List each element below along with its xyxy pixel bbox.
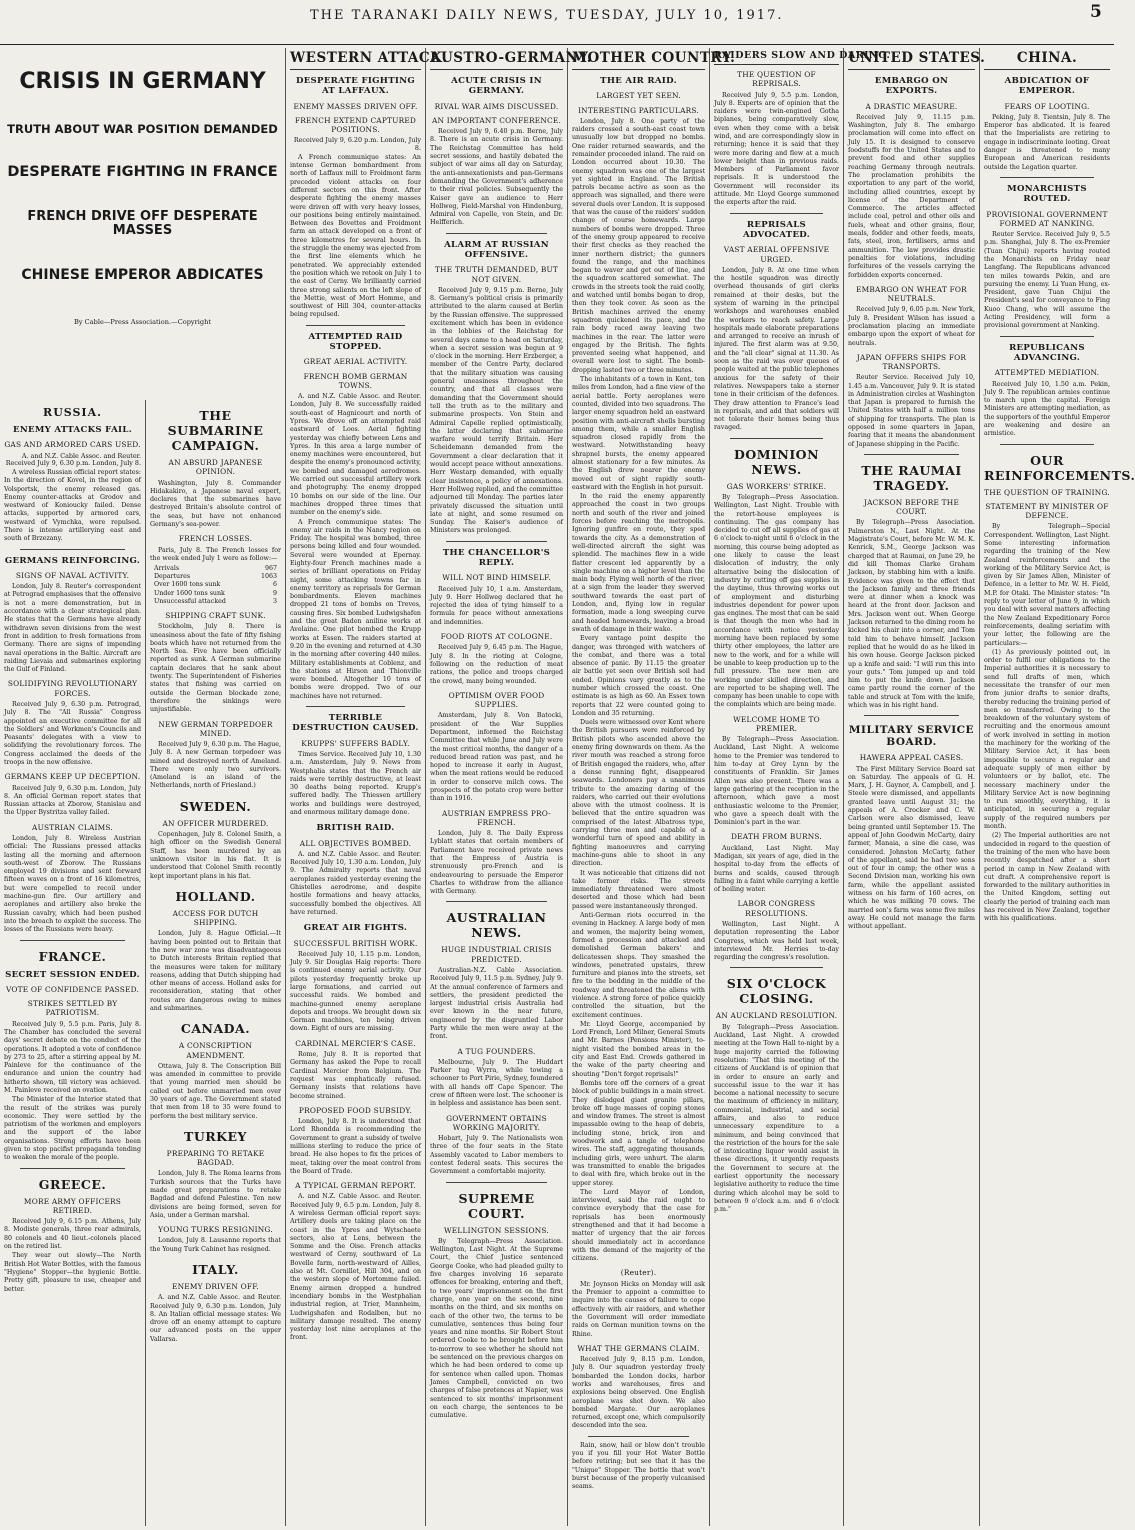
subheadline: THE QUESTION OF REPRISALS. <box>737 70 816 89</box>
headline: REPRISALS ADVOCATED. <box>742 219 811 240</box>
losses-table <box>154 565 277 606</box>
divider <box>864 715 959 716</box>
subheadline: AN OFFICER MURDERED. <box>162 818 269 828</box>
column-header: AUSTRO-GERMANY. <box>430 48 563 70</box>
dateline: A. and N.Z. Cable Assoc. and Reuter. Received July 9, 6.30 p.m. London, July 8. <box>5 451 141 468</box>
table-row <box>154 565 277 573</box>
table-row <box>154 590 277 598</box>
subheadline: SUCCESSFUL BRITISH WORK. <box>293 938 418 948</box>
subheadline: WELLINGTON SESSIONS. <box>444 1225 549 1235</box>
column-2 <box>146 400 286 1526</box>
subheadline: AN AUCKLAND RESOLUTION. <box>715 1011 838 1021</box>
section-submarine: THE SUBMARINE CAMPAIGN. <box>167 408 264 453</box>
column-1 <box>0 400 146 1526</box>
table-cell: 967 <box>265 565 278 573</box>
subheadline: FOOD RIOTS AT COLOGNE. <box>440 632 553 642</box>
article-text: Peking, July 8. Tientsin, July 8. The Emperor has abdicated. It is feared that the Imperialists are retiring to engage in indiscriminate looting. Great danger is threatened to many European and American residents outside the Legation quarter. <box>984 113 1110 171</box>
table-cell: 9 <box>273 589 278 597</box>
column-header: UNITED STATES. <box>848 48 975 70</box>
divider <box>864 454 959 455</box>
advertisement-text: Rain, snow, hail or blow don't trouble you if you fill your Hot Water Bottle before retiring; but see that it has the "Unique" Stopper. The bottle that won't burst because of the properly vulcanised seams. <box>572 1441 705 1491</box>
section-turkey: TURKEY <box>184 1128 247 1144</box>
headline: DESPERATE FIGHTING AT LAFFAUX. <box>295 76 416 97</box>
article-text: Hobart, July 9. The Nationalists won three of the four seats in the State Assembly vacated to Labor members to contest federal seats. This secures the Government a comfortable majority. <box>430 1135 563 1176</box>
subheadline: VAST AERIAL OFFENSIVE URGED. <box>723 245 830 264</box>
subheadline: PREPARING TO RETAKE BAGDAD. <box>166 1148 265 1168</box>
subheadline: FRENCH BOMB GERMAN TOWNS. <box>303 371 408 390</box>
section-six-oclock-closing: SIX O'CLOCK CLOSING. <box>726 976 827 1007</box>
main-banner: CRISIS IN GERMANY <box>19 69 266 94</box>
subheadline: HUGE INDUSTRIAL CRISIS PREDICTED. <box>441 945 552 964</box>
article-text: Received July 9, 8.15 p.m. London, July 8. Our squadron yesterday freely bombarded the London docks, harbor works and warehouses, fires and explosions being observed. One English aeroplane was shot down. We also bombed Margate. Our aeroplanes returned, except one, which compulsorily descended into the sea. <box>572 1356 705 1430</box>
article-text: Ottawa, July 8. The Conscription Bill was amended in committee to provide that young married men should be called out before unmarried men over 30 years of age. The Government stated that men from 18 to 35 were found to perform the best military service. <box>150 1062 281 1120</box>
section-italy: ITALY. <box>192 1261 239 1277</box>
article-text: Received July 9, 6.30 p.m. Petrograd, July 8. The "All Russia" Congress appointed an executive committee for all the Soldiers' and Workmen's Councils and Peasants' delegates with a view to solidifying the revolutionary forces. The Congress acclaimed the deeds of the troops in the new offensive. <box>4 700 141 767</box>
column-header: RAIDERS SLOW AND DARING. <box>714 48 839 65</box>
subheadline: WELCOME HOME TO PREMIER. <box>733 714 820 733</box>
article-text: Anti-German riots occurred in the evening in Hackney. A large body of men and women, the majority being women, formed a procession and attacked and demolished German bakers' and delicatessen shops. They smashed the windows, penetrated upstairs, threw furniture and pianos into the streets, set fire to the bedding in the middle of the roadway and threatened the aliens with violence. A strong force of police quickly controlled the situation, but the excitement continues. <box>572 912 705 1019</box>
divider <box>20 940 125 941</box>
article-text: Duels were witnessed over Kent where the British pursuers were reinforced by British pilots who ascended above the enemy firing downwards on them. As the river mouth was reached a strong force of British engaged the raiders, who, after a dense running fight, disappeared seawards. Londoners pay a unanimous tribute to the amazing daring of the raiders, who carried out their evolutions above with the utmost coolness. It is believed that the entire squadron was comprised of the latest Albatross type, carrying three men and capable of a wonderful turn of speed and ability in fighting manoeuvres and carrying machine-guns able to shoot in any direction. <box>572 719 705 868</box>
article-text: By Telegraph—Press Association. Wellington, Last Night. At the Supreme Court, the Chief Justice sentenced George Cooke, who had pleaded guilty to five charges involving 16 separate offences for breaking, entering and theft, to two years' imprisonment on the first charge, one year on the second, nine months on the third, and six months on each of the other two, the terms to be cumulative, sentences thus being four years and nine months. Sir Robert Stout ordered Cooke to be brought before him to-morrow to see whether he should not be sentenced on the previous charges on which he had been ordered to come up for sentence when called upon. Thomas James Campbell, convicted on two charges of false pretences at Napier, was sentenced to six months' imprisonment on each charge, the sentences to be cumulative. <box>430 1237 563 1420</box>
subheadline: AUSTRIAN EMPRESS PRO-FRENCH. <box>441 808 551 827</box>
article-text: Stockholm, July 8. There is uneasiness about the fate of fifty fishing boats which have not returned from the North Sea. Five have been officially reported as sunk. A German submarine captain declares that he sank about twenty. The Superintendent of Fisheries states that fishing was carried on outside the German blockade zone, therefore the sinkings were unjustifiable. <box>150 623 281 714</box>
article-text: Copenhagen, July 8. Colonel Smith, a high officer on the Swedish General Staff, has been murdered by an unknown visitor in his flat. It is understood that Colonel Smith recently kept important plans in his flat. <box>150 831 281 880</box>
column-header: MOTHER COUNTRY. <box>572 48 705 70</box>
section-australian-news: AUSTRALIAN NEWS. <box>446 910 547 941</box>
divider <box>20 1168 125 1169</box>
subheadline: PROPOSED FOOD SUBSIDY. <box>298 1105 413 1115</box>
column-7 <box>844 48 986 1526</box>
divider <box>446 541 547 542</box>
subheadline: ALL OBJECTIVES BOMBED. <box>299 838 412 848</box>
subheadline: DEATH FROM BURNS. <box>731 832 822 842</box>
table-cell: Departures <box>153 573 191 581</box>
subheadline: THE QUESTION OF TRAINING. <box>984 487 1110 497</box>
subheadline: GERMANS KEEP UP DECEPTION. <box>4 772 141 782</box>
divider <box>1000 336 1094 337</box>
article-text: London, July 8. It is understood that Lord Rhondda is recommending the Government to grant a subsidy of twelve millions sterling to reduce the price of bread. He also hopes to fix the prices of meat, taking over the meat control from the Board of Trade. <box>290 1118 421 1175</box>
section-supreme-court: SUPREME COURT. <box>458 1190 535 1221</box>
article-text: London, July 8. Wireless Austrian official: The Russians pressed attacks lasting all the morning and afternoon south-west of Zborow. The Russians employed 19 divisions and sent forward fifteen waves on a front of 16 kilometres, but were compelled to recoil under machine-gun fire. Our artillery and aeroplanes and artillery also broke the Russian cavalry, which had been pushed into the breach to exploit the success. The losses of the Russians were heavy. <box>4 835 141 934</box>
article-text: By Telegraph—Press Association. Wellington, Last Night. Trouble with the retort-house employees is continuing. The gas company has decided to cut off all supplies of gas at 6 o'clock to-night until 6 o'clock in the morning, this course being adopted as one likely to cause the least dislocation of industry, the only alternative being the dislocation of industry by cutting off gas supplies in the daytime, thus throwing works out of employment and disturbing industries dependent for power upon gas engines. The most that can be said is that though the men who had in accordance with notice yesterday morning have been replaced by some thirty other employees, the latter are new to the work, and for a while will be unable to keep production up to the full pressure. The new men are working under skilled direction, and are reported to be shaping well. The company has been unable to cope with the complaints which are being made. <box>714 493 839 709</box>
article-text: Received July 9, 9.15 p.m. Berne, July 8. Germany's political crisis is primarily attributed to the alarm caused at Berlin by the Russian offensive. The suppressed excitement which has been in evidence in the lobbies of the Reichstag for several days came to a head on Saturday, when a secret session was begun at 9 o'clock in the morning. Herr Erzberger, a member of the Centre Party, declared that the military situation was causing general uneasiness throughout the country, and that all classes were demanding that the Government should tell the truth as to the military and submarine prospects. Von Stein and Admiral Capelle replied optimistically, the latter declaring that submarine warfare would terrify Britain. Herr Scheidemann demanded from the Government a clear declaration that it would accept peace without annexations. Herr Westarp demanded, with equally clear insistence, a policy of annexations. Herr Hollweg replied, and the committee adjourned till Monday. The parties later privately discussed the situation until late at night, and some resumed on Sunday. The Kaiser's audience of Ministers was prolonged. <box>430 286 563 535</box>
subheadline: SOLIDIFYING REVOLUTIONARY FORCES. <box>7 679 138 698</box>
subheadline-3: FRENCH DRIVE OFF DESPERATE MASSES <box>27 209 258 239</box>
subheadline: NEW GERMAN TORPEDOER MINED. <box>158 719 273 738</box>
article-text: The Minister of the Interior stated that the result of the strikes was purely economic. They were settled by the patriotism of the workmen and employers and the support of the labor organisations. Strong efforts have been given to stop pacifist propaganda tending to weaken the morale of the people. <box>4 1096 141 1162</box>
divider <box>730 967 823 968</box>
divider <box>446 1182 547 1183</box>
divider <box>1000 444 1094 445</box>
article-text: Received July 9, 6.40 p.m. Berne, July 8. There is an acute crisis in Germany. The Reichstag Committee has held secret sessions, and hastily debated the subject of war aims all day on Saturday, the anti-annexationists and pan-Germans demanding the Government's adherence to their rival policies. Subsequently the Kaiser gave an audience to Herr Hollweg, Field-Marshal von Hindenburg, Admiral von Capelle, von Stein, and Dr. Helfferich. <box>430 128 563 227</box>
article-text: Received July 9, 5.5 p.m. Paris, July 8. The Chamber has concluded the several days' secret debate on the conduct of the operations. It adopted a vote of confidence by 273 to 25, after a stirring appeal by M. Painleve for the continuance of the endurance and union the country had hitherto shown, till victory was achieved. M. Painleve received an ovation. <box>4 1020 141 1094</box>
table-cell: Unsuccessful attacked <box>153 597 226 605</box>
column-3 <box>286 48 448 1526</box>
article-text: Reuter Service. Received July 10, 1.45 a.m. Vancouver, July 9. It is stated in Administration circles at Washington that Japan is prepared to furnish the United States with half a million tons of shipping for transports. The plan is opposed in some quarters in Japan, fearing that it means the abandonment of Japanese shipping in the Pacific. <box>848 374 975 448</box>
advertisement-text: They wear out slowly—The North British Hot Water Bottles, with the famous "Hygiene" Stopper—the hygienic Bottle. Pretty gift, pleasure to use, cheaper and better. <box>4 1252 141 1293</box>
subheadline: SIGNS OF NAVAL ACTIVITY. <box>15 570 130 580</box>
article-text: London, July 8. Lausanne reports that the Young Turk Cabinet has resigned. <box>150 1237 281 1253</box>
column-header: WESTERN ATTACK. <box>290 48 421 70</box>
section-sweden: SWEDEN. <box>179 798 252 814</box>
article-text: London, July 8. Reuter's correspondent at Petrograd emphasises that the offensive is not a mere demonstration, but in accordance with a clear strategical plan. He states that the Germans have already withdrawn seven divisions from the west front in addition to fresh formations from Germany. There are signs of impending naval operations in the Baltic. Aircraft are raiding Lievaia and submarines exploring the Gulf of Finland. <box>4 583 141 674</box>
subheadline: THE TRUTH DEMANDED, BUT NOT GIVEN. <box>434 265 559 284</box>
article-text: Every vantage point despite the danger, was thronged with watchers of the combat, and there was a total absence of panic. By 11.15 the greater air battle yet seen over British soil had ended. Opinions vary greatly as to the number which crossed the coast. One estimate is as high as 60. An Essex town reports that 22 were counted going to London and 35 returning. <box>572 635 705 717</box>
subheadline: INTERESTING PARTICULARS. <box>578 105 699 115</box>
subheadline: CARDINAL MERCIER'S CASE. <box>295 1038 416 1048</box>
headline: REPUBLICANS ADVANCING. <box>1009 342 1085 363</box>
article-text: Rome, July 8. It is reported that Germany has asked the Pope to recall Cardinal Mercier from Belgium. The request was emphatically refused. Germany insists that relations have become strained. <box>290 1051 421 1100</box>
article-text: London, July 8. One party of the raiders crossed a south-east coast town unusually low but dropped no bombs. One raider returned seawards, and the remainder proceeded inland. The raid on London occurred about 10.30. The enemy squadron was one of the largest yet sighted in England. The British patrols became active as soon as the approach was signalled, and there were several duels over London. It is supposed that was the cause of the raiders' sudden change of course homewards. Large numbers of bombs were dropped. Three of the enemy group appeared to receive their first checks as they reached the inner northern district; the gunners found the range, and the machines began to waver and get out of line, and the squadron scattered somewhat. The crowds in the streets took the raid coolly, and watched until bombs began to drop, then they took cover. As soon as the British machines arrived the enemy squadron quickened its pace, and the rain body raced away leaving two machines in the rear. The latter were engaged by the British. The fights prevented seeing what happened, and overall were lost to sight. The bomb-dropping lasted two or three minutes. <box>572 117 705 374</box>
subheadline: JACKSON BEFORE THE COURT. <box>863 497 960 517</box>
article-text: Received July 9, 6.15 p.m. Athens, July 8. Modiste generals, three rear admirals, 80 colonels and 40 lieut.-colonels placed on the retired list. <box>4 1218 141 1251</box>
divider <box>730 438 823 439</box>
column-8 <box>980 48 1135 1526</box>
subheadline: VOTE OF CONFIDENCE PASSED. <box>5 984 140 994</box>
subheadline: KRUPPS' SUFFERS BADLY. <box>301 738 410 748</box>
article-text: By Telegraph—Press Association. Auckland, Last Night. A crowded meeting at the Town Hall to-night by a huge majority carried the following resolution: "That this meeting of the citizens of Auckland is of opinion that in order to ensure an early and successful issue to the war it has become a national necessity to secure the maximum of efficiency in military, commercial, industrial, and social affairs, and also to reduce unnecessary expenditure to a minimum, and being convinced that the restriction of the hours for the sale of intoxicating liquor would assist in these directions, it urgently requests the Government to secure at the earliest opportunity the necessary legislative authority to reduce the time during which alcohol may be sold to between 9 o'clock a.m. and 6 o'clock p.m." <box>714 1023 839 1214</box>
subheadline: GOVERNMENT OBTAINS WORKING MAJORITY. <box>446 1113 547 1132</box>
section-france: FRANCE. <box>38 948 107 964</box>
divider <box>20 549 125 550</box>
article-text: A. and N.Z. Cable Assoc. and Reuter. Received July 9, 6.30 p.m. London, July 8. An Italian official message states: We drove off an enemy attempt to capture our advanced posts on the upper Vallarsa. <box>150 1294 281 1343</box>
section-our-reinforcements: OUR REINFORCEMENTS. <box>984 452 1135 483</box>
article-text: A wireless Russian official report states: In the direction of Kovel, in the region of Volsportsk, the enemy released gas. Enemy counter-attacks at Grodov and westward of Konioucky failed. Dense attacks, supported by armored cars, westward of Vymchka, were repulsed. There is intense artillerying east and south of Brzezany. <box>4 468 141 543</box>
subheadline: GREAT AERIAL ACTIVITY. <box>303 357 408 367</box>
subheadline: EMBARGO ON WHEAT FOR NEUTRALS. <box>856 284 967 304</box>
subheadline: GAS AND ARMORED CARS USED. <box>4 440 141 450</box>
divider <box>306 325 405 326</box>
article-text: London, July 8. The Daily Express Lyblatt states that certain members of Parliament have received private news that the Empress of Austria is strenuously pro-French and is endeavouring to persuade the Emperor Charles to withdraw from the alliance with Germany. <box>430 830 563 896</box>
column-6 <box>710 48 891 1526</box>
article-text: By Telegraph—Special Correspondent. Wellington, Last Night. Some interesting information regarding the training of the New Zealand reinforcements and the working of the Military Service Act, is given by Sir James Allen, Minister of Defence, in a letter to Mr. W. H. Field, M.P. for Otaki. The Minister states: "In reply to your letter of June 9, in which you deal with several matters affecting the New Zealand Expeditionary Force reinforcements, dealing seriatim with your letter, the following are the particulars:— <box>984 523 1110 647</box>
table-row <box>154 581 277 589</box>
section-russia: RUSSIA. <box>43 406 102 419</box>
article-text: Amsterdam, July 8. Von Batocki, president of the War Supplies Department, informed the Reichstag Committee that while June and July were the most critical months, the danger of a reduced bread ration was past, and he hoped to increase it early in August, when the meat rations would be reduced in order to conserve milch cows. The prospects of the potato crop were better than in 1916. <box>430 712 563 803</box>
subheadline: A CONSCRIPTION AMENDMENT. <box>178 1041 253 1060</box>
section-dominion-news: DOMINION NEWS. <box>734 446 819 477</box>
subheadline: FEARS OF LOOTING. <box>1004 101 1090 111</box>
table-row <box>154 598 277 606</box>
divider <box>446 901 547 902</box>
subheadline-1: TRUTH ABOUT WAR POSITION DEMANDED <box>7 122 278 137</box>
headline: EMBARGO ON EXPORTS. <box>874 76 949 97</box>
subheadline-4: CHINESE EMPEROR ABDICATES <box>21 266 264 283</box>
article-text: Received July 9, 6.30 p.m. London, July 8. An official German report states that Russian attacks at Zborow, Stanislau and the Upper Bystritza valley failed. <box>4 784 141 817</box>
subheadline: GAS WORKERS' STRIKE. <box>726 481 827 491</box>
subheadline: ATTEMPTED MEDIATION. <box>994 368 1100 378</box>
section-raumai-tragedy: THE RAUMAI TRAGEDY. <box>861 462 962 493</box>
subheadline: (Reuter). <box>620 1268 657 1278</box>
subheadline: MORE ARMY OFFICERS RETIRED. <box>23 1196 122 1215</box>
article-text: The First Military Service Board sat on Saturday. The appeals of G. H. Marx, J. H. Gaynor, A. Campbell, and J. Steele were dismissed, and appellants granted leave until August 31; the appeals of A. Crocker and C. W. Carlson were also dismissed, leave being granted until September 15. The appeal of John Goodwin McCarty, dairy farmer, Manaia, a sine die case, was considered. Johnston McCarty, father of the appellant, said he had two sons out of four in camp; the other was a Second Division man, working his own farm, while the appellant assisted witness on his farm of 160 acres, on which he was milking 70 cows. The married son's farm was some five miles away. He could not manage the farm without appellant. <box>848 765 975 931</box>
headline: ATTEMPTED RAID STOPPED. <box>308 331 403 352</box>
article-text: (2) The Imperial authorities are not undecided in regard to the question of the training of the men who have been recently despatched after a short period in camp in New Zealand with cut draft. A comprehensive report is forwarded to the military authorities in the United Kingdom, setting out clearly the period of training each man has received in New Zealand, together with his qualifications. <box>984 832 1110 923</box>
article-text: Received July 9, 6.45 p.m. The Hague, July 8. In the rioting at Cologne, following on the reduction of meat rations, the police and troops charged the crowd, many being wounded. <box>430 644 563 685</box>
article-text: By Telegraph—Press Association. Palmerston N., Last Night. At the Magistrate's Court, before Mr. W. M. K. Kenrick, S.M., George Jackson was charged that at Raumai, on June 29, he did kill Thomas Clarke Graham Jackson, by stabbing him with a knife. Evidence was given to the effect that the Jackson family and three friends were at dinner when a knock was heard at the front door. Jackson and Mrs. Jackson went out. When George Jackson returned to the dining room he kicked his chair into a corner, and Tom told him to behave himself. Jackson replied that he would do as he liked in his own house. George Jackson picked up a knife and said: "I will run this into your guts." Tom jumped up and told him to put the knife down. Jackson came partly round the corner of the table and struck at Tom with the knife, which was in his right hand. <box>848 519 975 709</box>
divider <box>730 213 823 214</box>
article-text: Paris, July 8. The French losses for the week ended July 1 were as follow:— <box>150 546 281 562</box>
article-text: The inhabitants of a town in Kent, ten miles from London, had a fine view of the aerial battle. Forty aeroplanes were counted, divided into two squadrons. The larger enemy squadron held an eastward position with anti-aircraft shells bursting among them, while a smaller English squadron closed rapidly from the westward. Notwithstanding heavy shrapnel bursts, the enemy appeared almost stationary for a few minutes. As the English drew nearer the enemy moved out of sight rapidly south-eastward with the English in hot pursuit. <box>572 376 705 491</box>
divider <box>306 706 405 707</box>
section-military-service-board: MILITARY SERVICE BOARD. <box>848 724 975 749</box>
article-text: It was noticeable that citizens did not take former risks. The streets immediately threatened were almost deserted and those which had been passed were instantaneously thronged. <box>572 869 705 910</box>
headline: SECRET SESSION ENDED. <box>5 969 140 980</box>
article-text: Melbourne, July 9. The Huddart Parker tug Wyrra, while towing a schooner to Port Pirie, Sydney, foundered with all hands off Cape Spencer. The crew of fifteen were lost. The schooner is in helpless and assistance has been sent. <box>430 1058 563 1108</box>
article-text: (1) As previously pointed out, in order to fulfil our obligations to the Imperial authorities it is necessary to send full drafts of men, which necessitate the transfer of our men from junior drafts to senior drafts, thereby reducing the training period of men so transferred. Owing to the breakdown of the voluntary system of recruiting and the enormous amount of work involved in setting in motion the machinery for the working of the Military Service Act, it has been impossible to secure a regular and adequate supply of men either by volunteers or by ballot, etc. The necessary machinery under the Military Service Act is now beginning to run smoothly, everything, it is anticipated, in securing a regular supply of the required numbers per month. <box>984 648 1110 831</box>
headline: GREAT AIR FIGHTS. <box>303 923 408 934</box>
subheadline: WHAT THE GERMANS CLAIM. <box>577 1343 700 1353</box>
subheadline: STATEMENT BY MINISTER OF DEFENCE. <box>985 501 1109 521</box>
article-text: Received July 10, 1 a.m. Amsterdam, July 9. Herr Hollweg declared that he rejected the idea of tying himself to a formula for peace without annexations and indemnities. <box>430 585 563 626</box>
subheadline: WILL NOT BIND HIMSELF. <box>442 573 551 583</box>
article-text: Mr. Lloyd George, accompanied by Lord French, Lord Milner, General Smuts and Mr. Barnes (Pensions Minister), to-night visited the bombed areas in the city and East End. Crowds gathered in the wake of the party cheering and shouting "Don't forget reprisals!" <box>572 1020 705 1078</box>
subheadline: FRENCH LOSSES. <box>178 534 253 544</box>
column-5 <box>568 48 736 1526</box>
masthead <box>0 0 1114 45</box>
dateline: Received July 9, 6.20 p.m. London, July 8. <box>293 136 421 153</box>
article-text: A French communique states: An intense German bombardment from north of Laffaux mill to Froidmont farm preceded violent attacks on four different sectors on this front. After desperate fighting the enemy masses were driven off with very heavy losses, our positions being entirely maintained. Between des Bovettes and Froidmont farm an attack developed on a front of three kilometres for several hours. In the struggle the enemy was ejected from the first line elements which he penetrated. We appreciably extended the position which we retook on July 1 to the east of Cerny. We brilliantly carried three strong salients on the left slope of the Mettie, west of Mort Homme, and southwest of Hill 304, counter-attacks being repulsed. <box>290 153 421 319</box>
article-text: Received July 10, 1.50 a.m. Pekin, July 9. The republican armies continue to march upon the capital. Foreign Ministers are attempting mediation, as the supporters of the youthful Emperor are weakening and desire an armistice. <box>984 380 1110 438</box>
subheadline: AN IMPORTANT CONFERENCE. <box>431 115 562 125</box>
subheadline: LARGEST YET SEEN. <box>596 91 681 101</box>
article-text: Received July 10, 1.15 p.m. London, July 9. Sir Douglas Haig reports: There is continued enemy aerial activity. Our pilots yesterday frequently broke up large formations, and carried out successful raids. We bombed and machine-gunned enemy aeroplane depots and troops. We brought down six German machines, ten being driven down. Eight of ours are missing. <box>290 950 421 1033</box>
headline: THE AIR RAID. <box>600 76 677 86</box>
section-holland: HOLLAND. <box>175 888 256 904</box>
article-text: Washington, July 8. Commander Hidakakiro, a Japanese naval expert, declares that the submarines have destroyed Britain's absolute control of the seas, but have not enhanced Germany's sea-power. <box>150 479 281 528</box>
headline-block <box>0 48 286 400</box>
headline: TERRIBLE DESTRUCTION CAUSED. <box>292 713 419 734</box>
section-greece: GREECE. <box>38 1176 107 1192</box>
subheadline: STRIKES SETTLED BY PATRIOTISM. <box>27 999 118 1018</box>
subheadline: HAWERA APPEAL CASES. <box>859 753 964 763</box>
article-text: By Telegraph—Press Association. Auckland, Last Night. A welcome home to the Premier was tendered to him to-day at Grey Lynn by the constituents of Franklin. Sir James Allen was also present. There was a large gathering at the reception in the afternoon, which gave a most enthusiastic welcome to the Premier, who gave a speech dealt with the Dominion's part in the war. <box>714 736 839 827</box>
article-text: The Lord Mayor of London, interviewed, said the raid ought to convince everybody that the case for reprisals has been enormously strengthened and that it had become a matter of urgency that the air forces should immediately act in accordance with the demand of the majority of the citizens. <box>572 1188 705 1263</box>
article-text: Australian-N.Z. Cable Association. Received July 9, 11.5 p.m. Sydney, July 9. At the annual conference of farmers and settlers, the president predicted the largest industrial crisis Australia had ever known in the near future, engineered by the disgruntled Labor Party while the men were away at the front. <box>430 966 563 1041</box>
article-text: Bombs tore off the corners of a great block of public buildings in a main street. They dislodged giant granite pillars, broke off huge masses of coping stones and window frames. The street is almost impassable owing to the heap of debris, including stone, brick, iron and woodwork and a tangle of telephone wires. The staff, aggregating thousands, including girls, were unhurt. The alarm was transmitted to enable the brigades to deal with fire, which broke out in the upper storey. <box>572 1079 705 1187</box>
table-cell: Under 1600 tons sunk <box>153 589 225 597</box>
subheadline: A TYPICAL GERMAN REPORT. <box>295 1181 416 1191</box>
article-text: Auckland, Last Night. May Madigan, six years of age, died in the hospital to-day from the effects of burns and scalds, caused through falling in a faint while carrying a kettle of boiling water. <box>714 844 839 894</box>
article-text: Received July 9, 6.30 p.m. The Hague, July 8. A new German torpedoer was mined and destroyed north of Ameland. There were only two survivors. (Ameland is an island of the Netherlands, north of Friesland.) <box>150 741 281 790</box>
article-text: London, July 8. The Roma learns from Turkish sources that the Turks have made great preparations to retake Bagdad and defend Palestine. Ten new divisions are being formed, seven for Asia, under a German marshal. <box>150 1170 281 1219</box>
headline: THE CHANCELLOR'S REPLY. <box>442 547 551 569</box>
article-text: A. and N.Z. Cable Assoc. and Reuter. London, July 8. We successfully raided south-east of Hagnicourt and north of Ypres. We drove off an attempted raid eastward of Loos. Aerial fighting yesterday was chiefly between Lens and Ypres. In this area a large number of enemy machines were encountered, but despite the enemy's pronounced activity, we bombed and damaged aerodromes. We carried out successful artillery work and photography. The enemy dropped 10 bombs on our side of the line. Our machines dropped three times that number on the enemy's side. <box>290 393 421 517</box>
article-text: Mr. Joynson Hicks on Monday will ask the Premier to appoint a committee to inquire into the causes of failure to cope effectively with air raiders, and whether the Government will order immediate raids on German munition towns on the Rhine. <box>572 1280 705 1338</box>
column-4 <box>426 48 593 1526</box>
page-number: 5 <box>1090 2 1102 22</box>
headline: ENEMY ATTACKS FAIL. <box>13 425 132 435</box>
headline: ALARM AT RUSSIAN OFFENSIVE. <box>444 239 549 260</box>
table-cell: Over 1600 tons sunk <box>153 581 221 589</box>
subheadline: A TUG FOUNDERS. <box>457 1046 536 1056</box>
subheadline: LABOR CONGRESS RESOLUTIONS. <box>737 899 816 918</box>
headline: ABDICATION OF EMPEROR. <box>1004 76 1090 97</box>
headline: BRITISH RAID. <box>316 823 395 834</box>
subheadline: ENEMY DRIVEN OFF. <box>172 1281 259 1291</box>
article-text: Received July 9, 6.05 p.m. New York, July 8. President Wilson has issued a proclamation placing an immediate embargo upon the export of wheat for neutrals. <box>848 306 975 347</box>
subheadline: FRENCH EXTEND CAPTURED POSITIONS. <box>294 115 417 135</box>
headline: GERMANS REINFORCING. <box>4 555 141 566</box>
table-row <box>154 573 277 581</box>
article-text: Wellington, Last Night. A deputation representing the Labor Congress, which was held last week, interviewed Mr. Herries to-day regarding the congress's resolution. <box>714 920 839 962</box>
divider <box>446 233 547 234</box>
headline: MONARCHISTS ROUTED. <box>1007 183 1087 205</box>
subheadline: AUSTRIAN CLAIMS. <box>32 822 113 832</box>
subheadline: ENEMY MASSES DRIVEN OFF. <box>293 101 418 111</box>
divider <box>1000 177 1094 178</box>
section-canada: CANADA. <box>180 1021 251 1037</box>
table-cell: 1063 <box>261 573 278 581</box>
subheadline: OPTIMISM OVER FOOD SUPPLIES. <box>448 690 545 710</box>
article-text: Reuter Service. Received July 9, 5.5 p.m. Shanghai, July 8. The ex-Premier (Tuan Chijui) reports having routed the Monarchists on Friday near Langfang. The Republicans advanced ten miles towards Pekin, and are pursuing the enemy. Li Yuan Hung, ex-President, gave Tuan Chijui the President's seal for conveyance to Fing Kuoo Chang, who will assume the Acting Presidency, will form a provisional government at Nanking. <box>984 231 1110 330</box>
subheadline-2: DESPERATE FIGHTING IN FRANCE <box>7 164 278 181</box>
subheadline: PROVISIONAL GOVERNMENT FORMED AT NANKING. <box>986 209 1108 228</box>
subheadline: YOUNG TURKS RESIGNING. <box>158 1225 273 1235</box>
column-header: CHINA. <box>984 48 1110 70</box>
subheadline: SHIPPING CRAFT SUNK. <box>165 610 266 620</box>
article-text: A French communique states: The enemy air raids in the Nancy region on Friday. The hospital was bombed, three persons being killed and four wounded. Several were wounded at Epernay. Eighty-four French machines made a series of brilliant operations on Friday night, some attacking towns far in enemy territory as reprisals for German bombardments. Eleven machines dropped 21 tons of bombs on Treves, causing fires. Six bombed Ludwigshafen and the great Baden aniline works at Avelaine. One pilot bombed the Krupp works at Essen. The raiders started at 9.20 in the evening and returned at 4.30 in the morning after covering 440 miles. Military establishments at Coblenz, and the stations at Hirson and Thionville were bombed. Altogether 10 tons of bombs were dropped. Two of our machines have not returned. <box>290 518 421 700</box>
article-text: A. and N.Z. Cable Assoc. and Reuter. Received July 9, 6.5 p.m. London, July 8. A wireless German official report says: Artillery duels are taking place on the coast in the Ypres and Wytschaete sectors, also at Lens, between the Somme and the Oise. French attacks westward of Cerny, southward of La Bovelle farm, north-westward of Ailles, also at Mt. Cornillet, Hill 304, and on the western slope of Mortomme failed. Enemy airmen dropped a hundred incendiary bombs in the Westphalian industrial region, at Trier, Mannheim, Ludwigshafen and Rodalben, but no military damage resulted. The enemy yesterday lost nine aeroplanes at the front. <box>290 1193 421 1342</box>
table-cell: 6 <box>273 581 278 589</box>
table-cell: Arrivals <box>153 565 180 573</box>
headline: ACUTE CRISIS IN GERMANY. <box>451 76 542 97</box>
article-text: London, July 8. Hague Official.—It having been pointed out to Britain that the new war zone was disadvantageous to Dutch interests Britain replied that the measures were taken for military reasons, adding that Dutch shipping had other means of access. Holland asks for reconsideration, stating that other routes are dangerous owing to mines and submarines. <box>150 930 281 1012</box>
table-cell: 3 <box>273 597 278 605</box>
divider <box>588 1436 689 1437</box>
article-text: A. and N.Z. Cable Assoc. and Reuter. Received July 10, 1.30 a.m. London, July 9. The Admiralty reports that naval aeroplanes raided yesterday evening the Ghistelles aerodrome, and despite hostile formations and heavy attacks, successfully bombed the objectives. All have returned. <box>290 850 421 916</box>
byline: By Cable—Press Association.—Copyright <box>73 318 212 327</box>
article-text: London, July 8. At one time when the hostile squadron was directly overhead thousands of girl clerks remained at their desks, but the system of warning in the principal workshops and warehouses enabled the workers to reach safety. Large hospitals made elaborate preparations and arranged to receive an inrush of injured. The first alarm was at 9.50, and the "all clear" signal at 11.30. As soon as the raid was over queues of people waited at the public telephones anxious for the safety of their relatives. Newspapers take a sterner tone in their criticism of the defences. They draw attention to France's lead in reprisals, and add that soldiers will not tolerate their homes being thus ravaged. <box>714 266 839 432</box>
subheadline: JAPAN OFFERS SHIPS FOR TRANSPORTS. <box>856 352 967 372</box>
subheadline: RIVAL WAR AIMS DISCUSSED. <box>434 101 559 111</box>
subheadline: AN ABSURD JAPANESE OPINION. <box>168 458 263 477</box>
subheadline: ACCESS FOR DUTCH SHIPPING. <box>172 908 259 928</box>
article-text: In the raid the enemy apparently approached the coast in two groups north and south of the river and joined forces before reaching the metropolis. Ignoring gunfire en route, they sped towards the city. As a demonstration of well-directed aircraft the sight was splendid. The machines flew in a wide flatter crescent led apparently by a single machine on a higher level than the main body. Flying well north of the river, at a sign from the leader they swerved southward towards the east part of London, and, flying low in regular formation, made a long sweeping curve and headed homewards, leaving a broad swath of damage in their wake. <box>572 493 705 633</box>
masthead-title: THE TARANAKI DAILY NEWS, TUESDAY, JULY 10, 1917. <box>310 8 784 23</box>
article-text: Received July 9, 5.5 p.m. London, July 8. Experts are of opinion that the raiders were twin-engined Gotha biplanes, being comparatively slow, even when they come with a brisk wind, and are correspondingly slow in returning; hence it is said that they were more daring and flew at a much lower height than in previous raids. Members of Parliament favor reprisals. It is understood the Government will reconsider its attitude. Mr. Lloyd George summoned the experts after the raid. <box>714 91 839 207</box>
article-text: Times Service. Received July 10, 1.30 a.m. Amsterdam, July 9. News from Westphalia states that the French air raids were terribly destructive, at least 30 deaths being reported. Krupp's suffered badly. The Thiessen artillery works and buildings were destroyed, and enormous military damage done. <box>290 750 421 816</box>
subheadline: A DRASTIC MEASURE. <box>865 101 958 111</box>
article-text: Received July 9, 11.15 p.m. Washington, July 8. The embargo proclamation will come into effect on July 15. It is designed to conserve foodstuffs for the United States and to prevent food and other supplies reaching Germany through neutrals. The proclamation prohibits the exportation to any part of the world, including allied countries, except by license of the Department of Commerce. The articles affected include coal, petrol and other oils and fuels, wheat and other grains, flour, meals, fodder and other feeds, meats, fats, steel, iron, fertilisers, arms and ammunition. The law provides drastic penalties for violations, including forfeitures of the vessels carrying the forbidden exports concerned. <box>848 113 975 279</box>
